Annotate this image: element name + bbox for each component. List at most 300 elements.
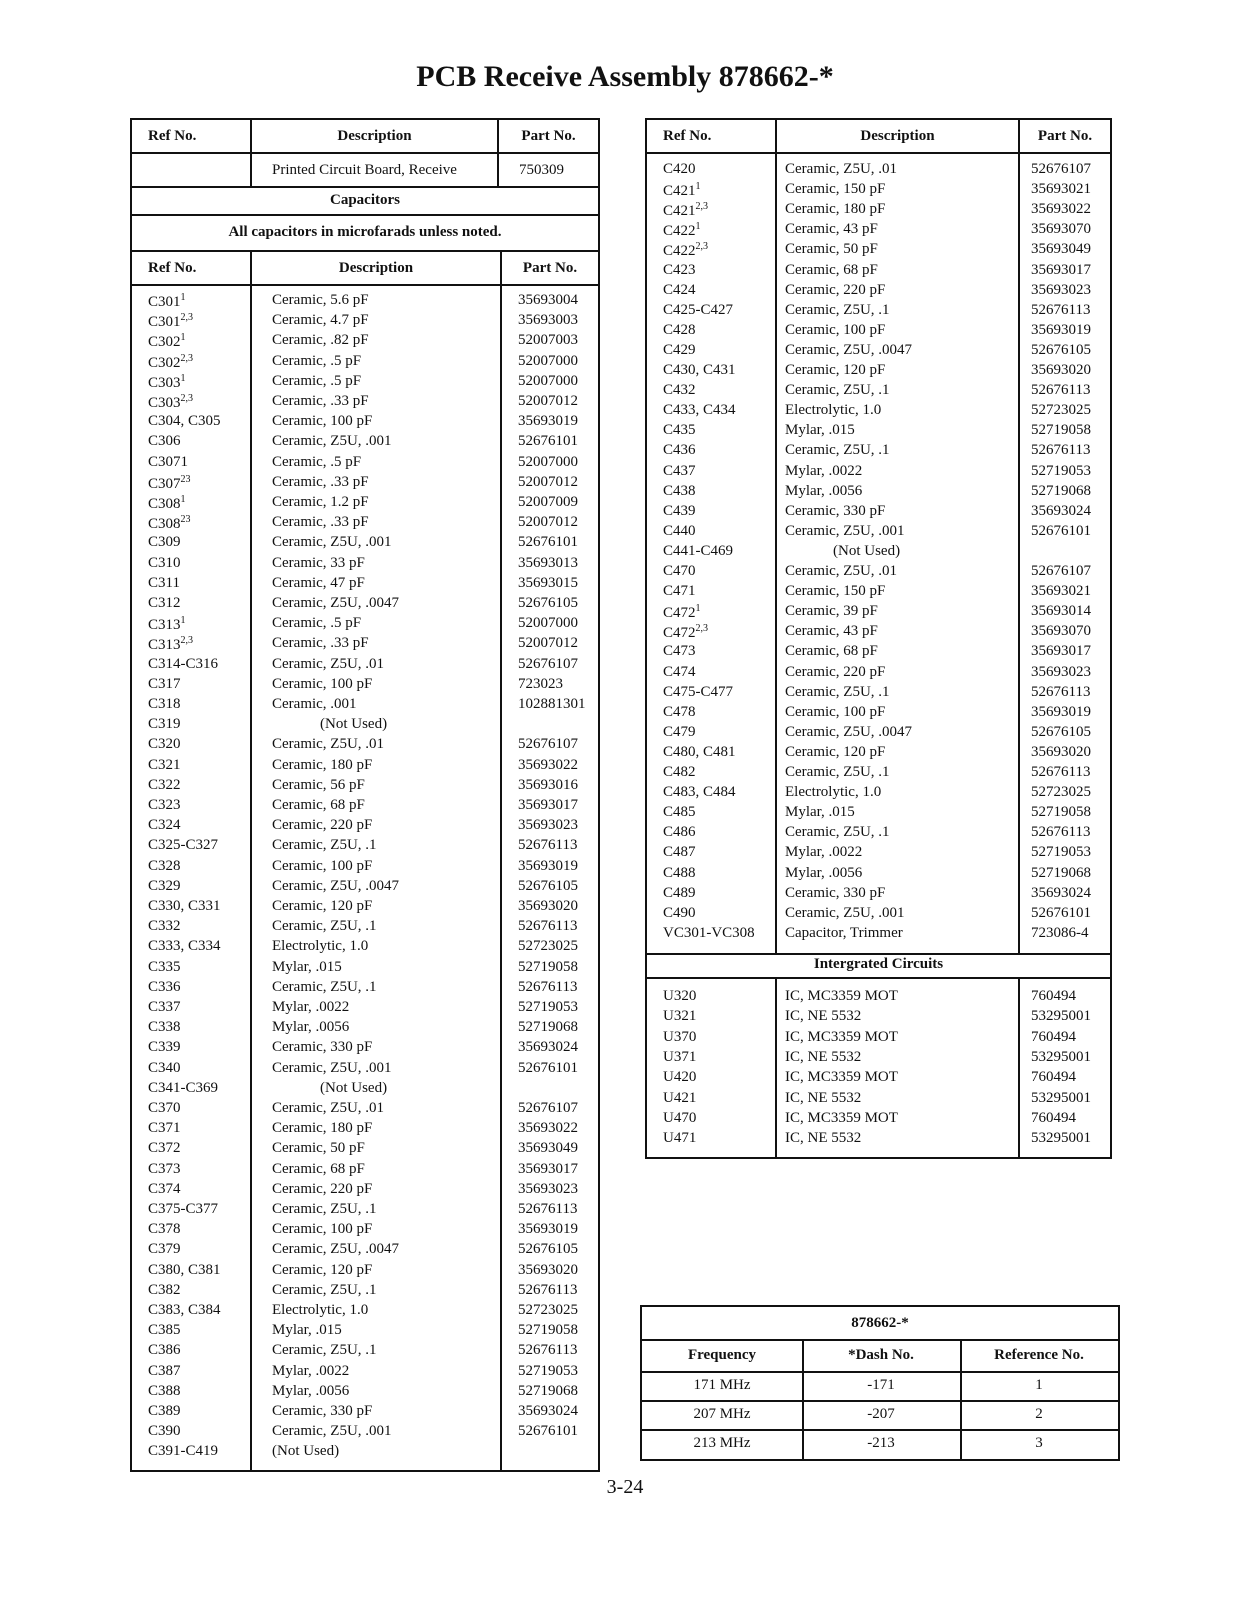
ref-no <box>148 1262 221 1279</box>
table-row <box>647 1090 1110 1110</box>
ref-no <box>663 885 696 902</box>
ref-no-text: C330, C331 <box>148 898 221 914</box>
ref-no-text: C388 <box>148 1382 181 1399</box>
part-no: 102881301 <box>518 696 586 712</box>
table-row <box>647 684 1110 704</box>
table-row <box>132 1322 598 1342</box>
ref-no <box>663 483 696 500</box>
ref-no-text: C423 <box>663 261 696 278</box>
ref-no <box>663 201 708 220</box>
part-no: 35693020 <box>1031 362 1091 378</box>
table-row <box>647 784 1110 804</box>
description: IC, NE 5532 <box>785 1008 862 1025</box>
part-no: 52007000 <box>518 453 578 470</box>
ref-no-text: C323 <box>148 797 181 813</box>
ref-no <box>663 905 696 922</box>
part-no: 52723025 <box>518 938 578 955</box>
part-no: 52676113 <box>518 837 578 854</box>
part-no: 52719068 <box>1031 864 1091 881</box>
ref-no-text: U320 <box>663 988 697 1004</box>
ref-no-text: C390 <box>148 1423 181 1440</box>
footnote-marker: 2,3 <box>180 312 194 324</box>
part-no: 52007000 <box>518 372 578 389</box>
header-ref-no: Ref No. <box>148 260 197 276</box>
ref-no-text: C435 <box>663 422 696 439</box>
table-row <box>132 1363 598 1383</box>
table-row <box>132 716 598 736</box>
ref-no <box>148 938 221 955</box>
part-no: 52007003 <box>518 332 578 349</box>
table-row <box>647 1008 1110 1028</box>
description: Ceramic, Z5U, .01 <box>272 1100 385 1116</box>
ref-no <box>148 575 180 592</box>
ref-no-text: U470 <box>663 1109 697 1126</box>
description: Ceramic, .5 pF <box>272 372 362 389</box>
ref-no <box>148 736 181 753</box>
table-row <box>132 1161 598 1181</box>
ref-no-text: C301 <box>148 294 181 310</box>
capacitors-table-left <box>130 118 600 1472</box>
part-no: 52719068 <box>1031 482 1091 499</box>
part-no: 52723025 <box>518 1302 578 1318</box>
header-part-no: Part No. <box>521 128 576 144</box>
ref-no <box>663 1029 696 1046</box>
description: Ceramic, 68 pF <box>785 261 878 278</box>
ref-no-text: C474 <box>663 663 696 680</box>
footnote-marker: 23 <box>180 514 191 526</box>
part-no: 52676107 <box>1031 161 1091 177</box>
ref-no-text: C318 <box>148 696 181 712</box>
ref-no <box>148 474 191 493</box>
part-no: 35693024 <box>1031 884 1091 901</box>
ref-no <box>663 302 733 319</box>
description: Ceramic, 120 pF <box>272 1261 373 1278</box>
description: Ceramic, 330 pF <box>785 502 886 519</box>
ref-no <box>148 1201 218 1218</box>
ref-no-text: C339 <box>148 1039 181 1056</box>
dash-no: -213 <box>867 1435 895 1451</box>
description: Ceramic, 180 pF <box>272 756 373 773</box>
description: Mylar, .0022 <box>785 844 863 861</box>
ref-no <box>663 1130 696 1147</box>
table-row <box>647 483 1110 503</box>
part-no: 35693017 <box>1031 261 1091 278</box>
ref-no <box>663 422 696 439</box>
reference-no: 1 <box>1035 1377 1043 1393</box>
description: Ceramic, 330 pF <box>272 1039 373 1056</box>
table-row <box>132 898 598 918</box>
description: Ceramic, 68 pF <box>272 797 365 813</box>
ref-no <box>148 292 186 311</box>
ref-no <box>148 696 181 713</box>
table-row <box>647 905 1110 925</box>
description: Ceramic, 100 pF <box>272 857 373 874</box>
ref-no-text: C321 <box>148 756 181 773</box>
table-row <box>132 575 598 595</box>
ref-no-text: U420 <box>663 1069 697 1086</box>
ref-no <box>148 1181 181 1198</box>
ref-no <box>148 595 181 612</box>
table-row <box>132 534 598 554</box>
description: Ceramic, Z5U, .1 <box>272 1281 377 1298</box>
ref-no <box>148 393 193 412</box>
ref-no <box>663 463 696 480</box>
part-no: 35693070 <box>1031 221 1091 238</box>
description: Electrolytic, 1.0 <box>272 1302 369 1318</box>
part-no: 52723025 <box>1031 402 1091 419</box>
ref-no-text: C385 <box>148 1322 181 1339</box>
table-row <box>132 1443 598 1463</box>
part-no: 52676101 <box>1031 904 1091 921</box>
part-no: 35693021 <box>1031 583 1091 600</box>
ref-no-text: C311 <box>148 574 180 591</box>
ref-no-text: C302 <box>148 334 181 351</box>
description: Mylar, .0022 <box>785 462 863 479</box>
ref-no-text: C436 <box>663 442 696 459</box>
ref-no <box>148 837 218 854</box>
part-no: 52719058 <box>518 958 578 975</box>
footnote-marker: 1 <box>695 221 701 233</box>
footnote-marker: 1 <box>180 292 186 303</box>
table-row <box>132 757 598 777</box>
description: Ceramic, Z5U, .1 <box>785 442 890 459</box>
table-row <box>647 1049 1110 1069</box>
table-row <box>132 797 598 817</box>
ref-no-text: C485 <box>663 804 696 821</box>
part-no: 52007009 <box>518 494 578 510</box>
part-no: 35693017 <box>518 797 578 813</box>
footnote-marker: 1 <box>695 181 701 193</box>
ref-no-text: C422 <box>663 243 696 260</box>
description: Ceramic, 220 pF <box>272 817 373 834</box>
part-no: 760494 <box>1031 1069 1076 1086</box>
ref-no-text: C337 <box>148 999 181 1015</box>
ref-no <box>663 402 736 419</box>
part-no: 35693004 <box>518 292 578 308</box>
description: Electrolytic, 1.0 <box>785 402 882 419</box>
ref-no <box>148 1302 221 1319</box>
ref-no <box>148 656 218 673</box>
description: Ceramic, Z5U, .1 <box>785 382 890 399</box>
ref-no <box>663 704 696 721</box>
ref-no-text: C308 <box>148 496 181 512</box>
ref-no-text: C425-C427 <box>663 301 734 318</box>
ref-no-text: C478 <box>663 703 696 720</box>
ref-no <box>148 635 193 654</box>
part-no: 52007000 <box>518 615 578 632</box>
dash-no: -171 <box>867 1377 895 1393</box>
table-row <box>132 1039 598 1059</box>
table-row <box>132 474 598 494</box>
table-row <box>647 201 1110 221</box>
table-row <box>132 878 598 898</box>
ref-no <box>663 744 736 761</box>
description: Ceramic, 1.2 pF <box>272 494 369 510</box>
description: (Not Used) <box>320 716 388 733</box>
description: Ceramic, Z5U, .01 <box>785 563 898 579</box>
description: Ceramic, 100 pF <box>272 413 373 430</box>
footnote-marker: 2,3 <box>695 241 709 253</box>
ref-no <box>663 382 696 399</box>
part-no: 52007012 <box>518 635 578 652</box>
description: Ceramic, 180 pF <box>785 201 886 218</box>
ref-no <box>663 844 696 861</box>
table-row <box>647 221 1110 241</box>
ref-no <box>148 1322 181 1339</box>
ref-no <box>148 797 181 814</box>
ref-no <box>148 1221 181 1238</box>
ref-no <box>148 555 181 572</box>
ref-no-text: C378 <box>148 1221 181 1238</box>
ref-no-text: C308 <box>148 516 181 533</box>
table-row <box>132 1221 598 1241</box>
ref-no-text: C371 <box>148 1120 181 1137</box>
part-no: 52676113 <box>1031 683 1091 700</box>
ref-no <box>148 898 221 915</box>
table-row <box>132 959 598 979</box>
description: Ceramic, .33 pF <box>272 393 369 409</box>
ref-no-text: C374 <box>148 1180 181 1197</box>
ref-no-text: C430, C431 <box>663 362 736 378</box>
ref-no <box>148 615 186 634</box>
ref-no <box>663 523 696 540</box>
part-no: 35693024 <box>518 1039 578 1056</box>
table-row <box>647 543 1110 563</box>
table-row <box>132 1181 598 1201</box>
ref-no <box>148 1423 181 1440</box>
description: Ceramic, 120 pF <box>785 362 886 378</box>
dash-no: -207 <box>867 1406 895 1422</box>
header-dash-no: *Dash No. <box>848 1347 914 1363</box>
ref-no <box>148 716 181 733</box>
description: Ceramic, 330 pF <box>785 884 886 901</box>
header-ref-no: Ref No. <box>148 128 197 144</box>
ref-no-text: C317 <box>148 675 181 692</box>
ref-no-text: C479 <box>663 723 696 740</box>
description: Mylar, .015 <box>272 958 342 975</box>
footnote-marker: 23 <box>180 473 191 485</box>
ref-no <box>148 777 181 794</box>
ref-no <box>148 1080 218 1097</box>
description: Ceramic, Z5U, .01 <box>785 161 898 177</box>
ref-no-text: C303 <box>148 395 181 411</box>
ref-no <box>148 1443 218 1460</box>
ref-no-text: U321 <box>663 1008 697 1025</box>
part-no: 52676105 <box>1031 723 1091 740</box>
table-row <box>132 1282 598 1302</box>
part-no: 53295001 <box>1031 1048 1091 1065</box>
part-no: 52676113 <box>1031 382 1091 399</box>
table-row <box>647 463 1110 483</box>
description: Ceramic, 120 pF <box>785 743 886 760</box>
ref-no <box>148 1039 181 1056</box>
ref-no-text: C312 <box>148 595 181 611</box>
ref-no <box>148 1019 181 1036</box>
part-no: 35693019 <box>518 857 578 874</box>
part-no: 35693049 <box>1031 241 1091 258</box>
ref-no <box>663 988 696 1005</box>
table-row <box>132 1342 598 1362</box>
part-no: 52719058 <box>518 1322 578 1339</box>
ref-no <box>663 503 696 520</box>
description: Ceramic, 5.6 pF <box>272 292 369 308</box>
ref-no <box>663 563 696 580</box>
part-no: 35693024 <box>1031 502 1091 519</box>
ref-no <box>663 925 755 942</box>
table-row <box>647 523 1110 543</box>
ref-no <box>148 999 181 1016</box>
ref-no <box>663 784 736 801</box>
table-row <box>132 373 598 393</box>
part-no: 723086-4 <box>1031 924 1089 941</box>
part-no: 35693013 <box>518 554 578 571</box>
section-capacitors: Capacitors <box>330 192 400 208</box>
ref-no <box>663 603 701 622</box>
description: Ceramic, Z5U, .1 <box>272 1201 377 1217</box>
table-row <box>647 181 1110 201</box>
part-no: 52719068 <box>518 1382 578 1399</box>
table-row <box>132 656 598 676</box>
part-no: 52676113 <box>518 978 578 995</box>
header-frequency: Frequency <box>687 1347 757 1363</box>
part-no: 53295001 <box>1031 1089 1091 1106</box>
description: Ceramic, 43 pF <box>785 221 878 238</box>
ref-no-text: C314-C316 <box>148 655 219 672</box>
ref-no <box>663 241 708 260</box>
table-row <box>132 817 598 837</box>
ref-no-text: C328 <box>148 857 181 874</box>
ref-no <box>148 918 181 935</box>
part-no: 52676101 <box>518 1423 578 1440</box>
description: Ceramic, Z5U, .01 <box>272 736 385 753</box>
table-row <box>132 413 598 433</box>
table-row <box>647 865 1110 885</box>
table-row <box>647 342 1110 362</box>
ref-no-text: C372 <box>148 1140 181 1157</box>
footnote-marker: 2,3 <box>695 201 709 213</box>
ref-no <box>663 342 696 359</box>
ref-no <box>663 442 696 459</box>
ref-no-text: C482 <box>663 764 696 780</box>
part-no: 52676105 <box>1031 341 1091 358</box>
description: Ceramic, 220 pF <box>272 1180 373 1197</box>
table-row <box>647 1069 1110 1089</box>
description: Ceramic, 220 pF <box>785 281 886 298</box>
part-no: 52719053 <box>1031 844 1091 861</box>
table-row <box>647 241 1110 261</box>
ref-no <box>148 514 191 533</box>
pcb-description: Printed Circuit Board, Receive <box>272 162 457 178</box>
description: Capacitor, Trimmer <box>785 924 903 941</box>
header-reference-no: Reference No. <box>994 1347 1084 1363</box>
description: Ceramic, Z5U, .001 <box>272 1059 392 1076</box>
part-no: 35693019 <box>1031 321 1091 338</box>
ref-no <box>663 804 696 821</box>
reference-no: 2 <box>1035 1406 1043 1422</box>
part-no: 52007000 <box>518 352 578 369</box>
ref-no-text: C309 <box>148 534 181 551</box>
ref-no-text: C438 <box>663 482 696 499</box>
table-row <box>132 353 598 373</box>
part-no: 52676101 <box>518 433 578 450</box>
table-row <box>132 1302 598 1322</box>
table-row <box>647 925 1110 945</box>
ref-no-text: C470 <box>663 563 696 579</box>
table-row <box>132 1241 598 1261</box>
table-row <box>647 804 1110 824</box>
ref-no <box>663 322 696 339</box>
ref-no <box>148 1241 181 1258</box>
ref-no-text: C335 <box>148 958 181 975</box>
table-row <box>132 918 598 938</box>
table-row <box>647 623 1110 643</box>
description: Ceramic, 47 pF <box>272 574 365 591</box>
part-no: 52676105 <box>518 1241 578 1258</box>
part-no: 35693015 <box>518 574 578 591</box>
description: Ceramic, 100 pF <box>272 1221 373 1238</box>
table-row <box>132 1201 598 1221</box>
part-no: 760494 <box>1031 988 1076 1004</box>
frequency: 213 MHz <box>693 1435 751 1451</box>
table-row <box>132 332 598 352</box>
part-no: 53295001 <box>1031 1008 1091 1025</box>
description: Ceramic, Z5U, .001 <box>785 522 905 539</box>
description: Ceramic, 56 pF <box>272 776 365 793</box>
part-no: 35693020 <box>518 898 578 914</box>
part-no: 52676113 <box>1031 764 1091 780</box>
part-no: 52723025 <box>1031 784 1091 801</box>
ref-no <box>663 724 696 741</box>
description: Ceramic, 180 pF <box>272 1120 373 1137</box>
ref-no <box>148 494 186 513</box>
description: Ceramic, Z5U, .1 <box>272 918 377 935</box>
part-no: 35693023 <box>518 1180 578 1197</box>
ref-no-text: C306 <box>148 433 181 450</box>
ref-no <box>148 1342 181 1359</box>
description: Ceramic, 50 pF <box>785 241 878 258</box>
ref-no-text: C480, C481 <box>663 743 736 760</box>
header-description: Description <box>337 128 412 144</box>
ref-no-text: U471 <box>663 1130 697 1147</box>
table-row <box>647 362 1110 382</box>
ref-no-text: C483, C484 <box>663 784 736 801</box>
description: Ceramic, .001 <box>272 696 357 712</box>
ref-no <box>148 1383 181 1400</box>
description: Ceramic, 120 pF <box>272 898 373 914</box>
table-row <box>132 999 598 1019</box>
ref-no-text: C440 <box>663 522 696 539</box>
table-row <box>132 1060 598 1080</box>
ref-no-text: C322 <box>148 776 181 793</box>
table-row <box>647 583 1110 603</box>
table-row <box>132 312 598 332</box>
ref-no <box>663 262 696 279</box>
table-row <box>647 824 1110 844</box>
description: Ceramic, 50 pF <box>272 1140 365 1157</box>
ref-no-text: C379 <box>148 1241 181 1258</box>
description: Electrolytic, 1.0 <box>272 938 369 955</box>
table-row <box>647 764 1110 784</box>
ref-no-text: C329 <box>148 877 181 894</box>
page-title: PCB Receive Assembly 878662-* <box>416 60 834 93</box>
table-row <box>132 777 598 797</box>
ref-no <box>148 413 221 430</box>
ref-no <box>148 312 193 331</box>
ref-no <box>148 1161 181 1178</box>
part-no: 760494 <box>1031 1109 1076 1126</box>
table-row <box>132 1423 598 1443</box>
description: Ceramic, .5 pF <box>272 615 362 632</box>
